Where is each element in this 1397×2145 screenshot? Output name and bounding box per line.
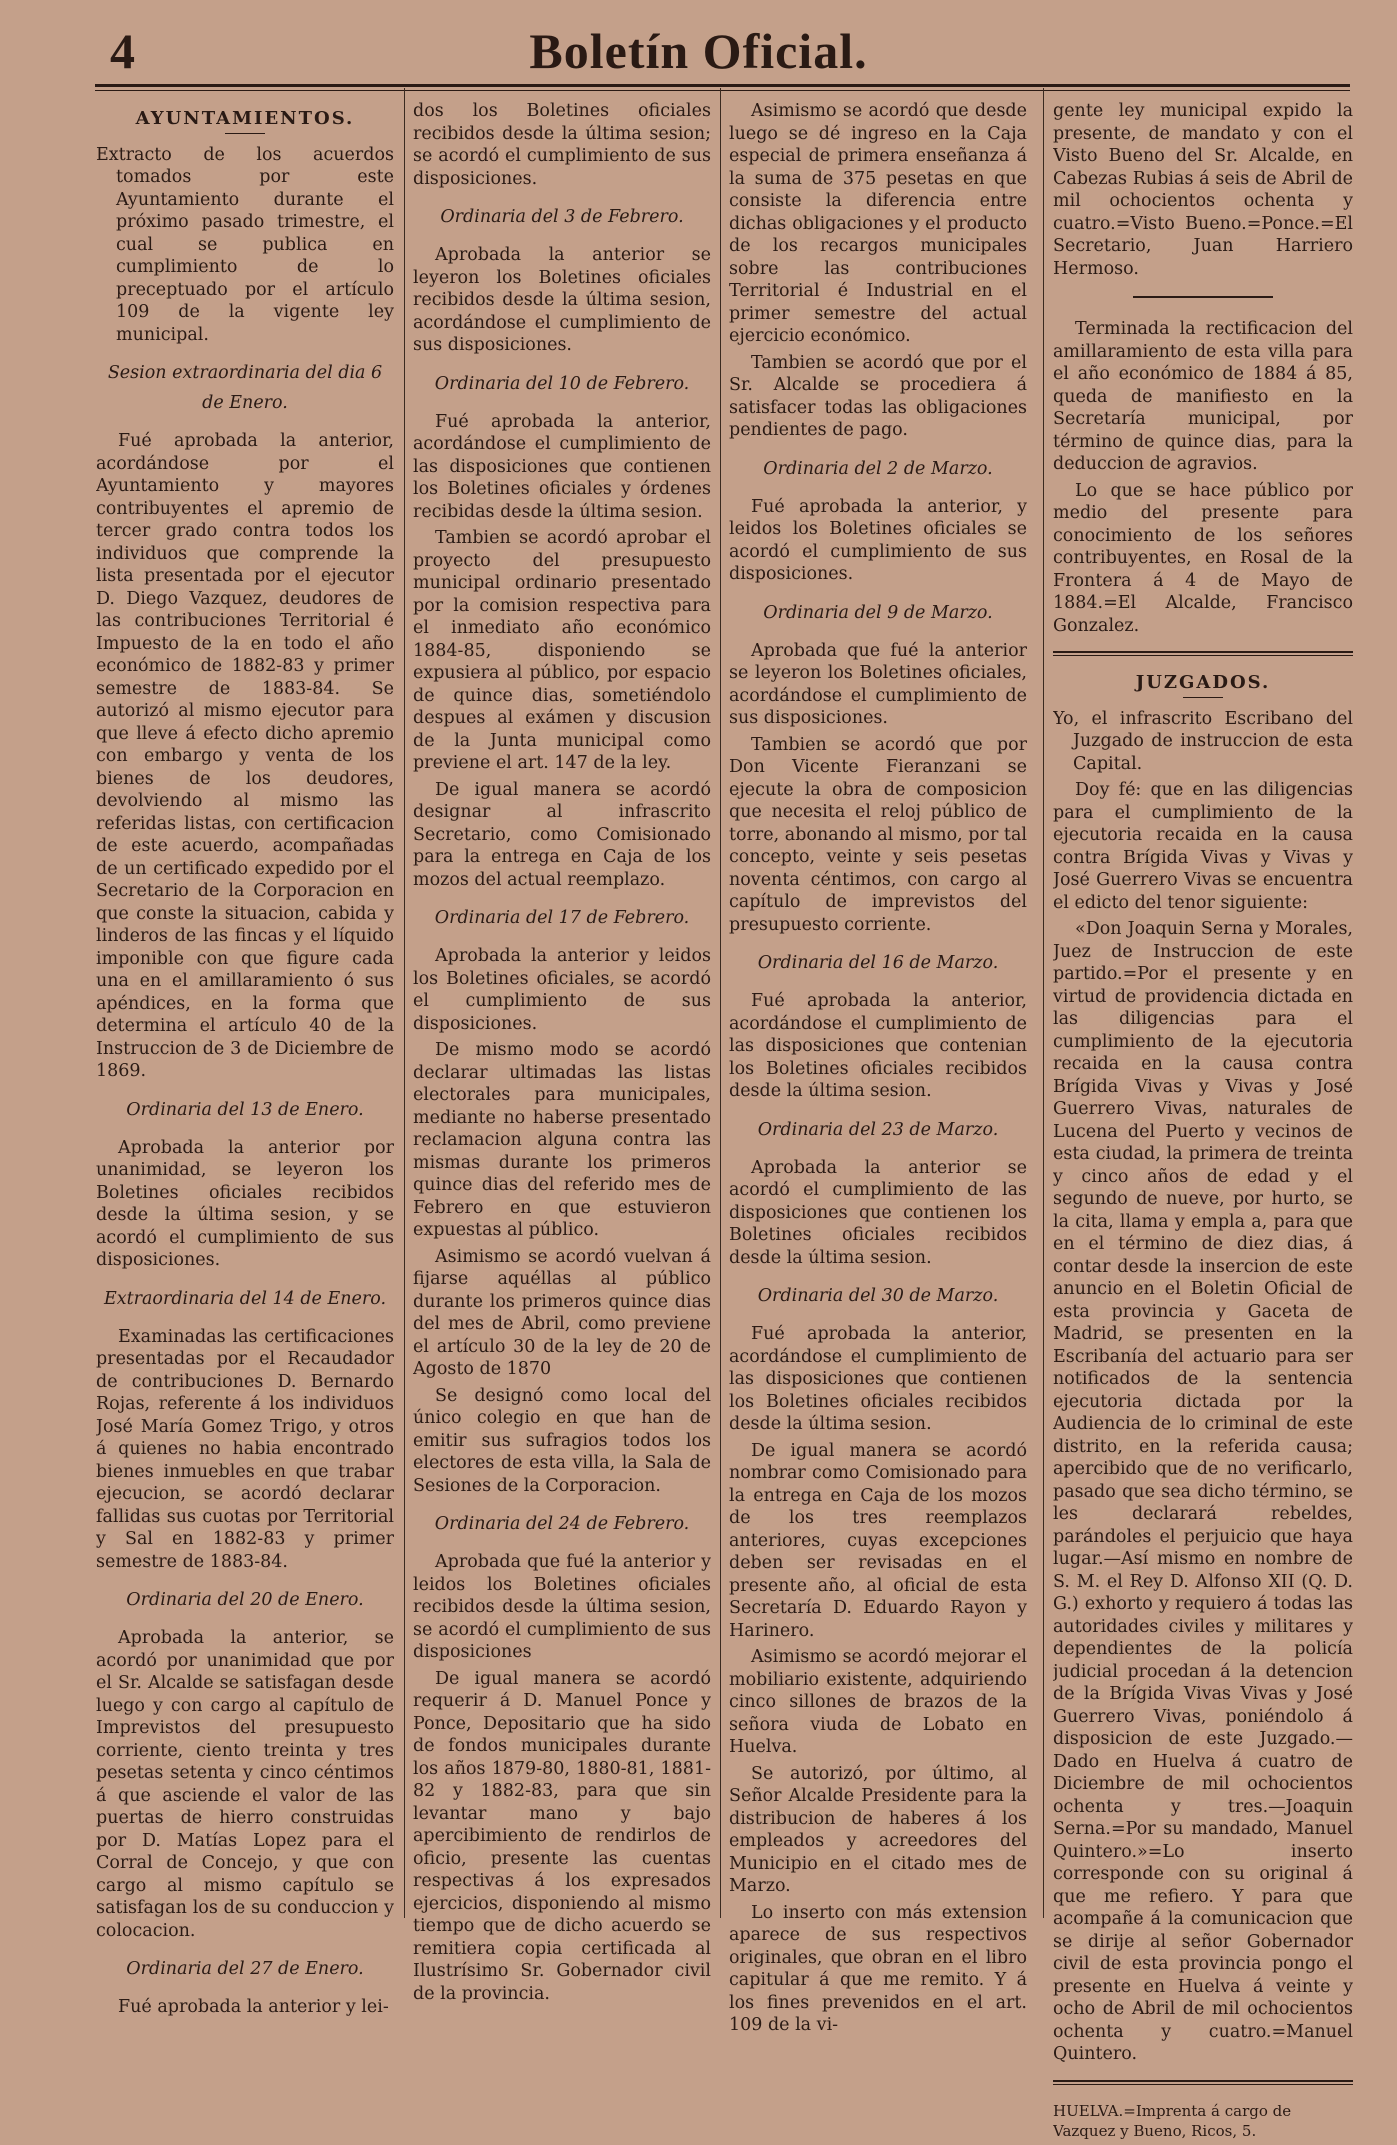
- session-heading: Ordinaria del 30 de Marzo.: [757, 1286, 999, 1306]
- column-3: [729, 100, 1027, 2041]
- session-heading: Ordinaria del 9 de Marzo.: [763, 602, 993, 623]
- paragraph: Aprobada la anterior se acordó el cumplimiento de las disposiciones que contienen los Boletines oficiales recibidos desde la última sesion.: [729, 1157, 1027, 1268]
- paragraph: Aprobada la anterior por unanimidad, se leyeron los Boletines oficiales recibidos desde la última sesion, y se acordó el cumplimiento de sus disposiciones.: [96, 1137, 394, 1270]
- paragraph: «Don Joaquin Serna y Morales, Juez de Instruccion de este partido.=Por el presente y en virtud de providencia dictada en las diligencias para el cumplimiento de la ejecutoria recaida en la causa contra Brígida Vivas y Vivas y José Guerrero Vivas, naturales de Lucena del Puerto y vecinos de esta ciudad, la primera de treinta y cinco años de edad y el segundo de nueve, por hurto, se la cita, llama y empla a, para que en el término de diez dias, á contar desde la insercion de este anuncio en el Boletin Oficial de esta provincia y Gaceta de Madrid, se presenten en la Escribanía del actuario para ser notificados de la sentencia ejecutoria dictada por la Audiencia de lo criminal de este distrito, en la referida causa; apercibido que de no verificarlo, pasado que sea dicho término, se les declarará rebeldes, parándoles el perjuicio que haya lugar.—Así mismo en nombre de S. M. el Rey D. Alfonso XII (Q. D. G.) exhorto y requiero á todas las autoridades civiles y militares y dependientes de la policía judicial procedan á la detencion de la Brígida Vivas Vivas y José Guerrero Vivas, poniéndolo á disposicion de este Juzgado.—Dado en Huelva á cuatro de Diciembre de mil ochocientos ochenta y tres.—Joaquin Serna.=Por su mandado, Manuel Quintero.»=Lo inserto corresponde con su original á que me refiero. Y para que acompañe á la comunicacion que se dirije al señor Gobernador civil de esta provincia pongo el presente en Huelva á veinte y ocho de Abril de mil ochocientos ochenta y cuatro.=Manuel Quintero.: [1053, 919, 1353, 2064]
- paragraph: Aprobada que fué la anterior y leidos los Boletines oficiales recibidos desde la última sesion, se acordó el cumplimiento de sus disposiciones: [413, 1552, 711, 1662]
- session-heading: Ordinaria del 13 de Enero.: [126, 1099, 364, 1120]
- session-heading: Ordinaria del 27 de Enero.: [126, 1959, 364, 1979]
- paragraph: Asimismo se acordó que desde luego se dé ingreso en la Caja especial de primera enseñanza á la suma de 375 pesetas en que consiste la diferencia entre dichas obligaciones y el producto de los recargos municipales sobre las contribuciones Territorial é Industrial en el primer semestre del actual ejercicio económico.: [729, 101, 1027, 346]
- paragraph: Tambien se acordó que por el Sr. Alcalde se procediera á satisfacer todas las obligaciones pendientes de pago.: [729, 352, 1027, 440]
- paragraph: De igual manera se acordó requerir á D. Manuel Ponce y Ponce, Depositario que ha sido de fondos municipales durante los años 1879-80, 1880-81, 1881-82 y 1882-83, para que sin levantar mano y bajo apercibimiento de rendirlos de oficio, presente las cuentas respectivas á los expresados ejercicios, disponiendo al mismo tiempo que de dicho acuerdo se remitiera copia certificada al Ilustrísimo Sr. Gobernador civil de la provincia.: [413, 1668, 711, 2004]
- paragraph: gente ley municipal expido la presente, de mandato y con el Visto Bueno del Sr. Alcalde, en Cabezas Rubias á seis de Abril de mil ochocientos ochenta y cuatro.=Visto Bueno.=Ponce.=El Secretario, Juan Harriero Hermoso.: [1053, 101, 1353, 279]
- paragraph: dos los Boletines oficiales recibidos desde la última sesion; se acordó el cumplimiento de sus disposiciones.: [413, 101, 711, 189]
- paragraph: De mismo modo se acordó declarar ultimadas las listas electorales para municipales, mediante no haberse presentado reclamacion alguna contra las mismas durante los primeros quince dias del referido mes de Febrero en que estuvieron expuestas al público.: [413, 1040, 711, 1240]
- session-heading: Ordinaria del 16 de Marzo.: [757, 953, 999, 973]
- column-1: [96, 100, 394, 2023]
- session-heading: Ordinaria del 20 de Enero.: [126, 1590, 364, 1610]
- paragraph: Lo inserto con más extension aparece de sus respectivos originales, que obran en el libro capitular á que me remito. Y á los fines prevenidos en el art. 109 de la vi-: [729, 1902, 1027, 2035]
- paragraph: Fué aprobada la anterior, y leidos los Boletines oficiales se acordó el cumplimiento de sus disposiciones.: [729, 496, 1027, 584]
- session-heading: Ordinaria del 10 de Febrero.: [434, 373, 690, 394]
- paragraph: Fué aprobada la anterior, acordándose el cumplimiento de las disposiciones que contienen los Boletines oficiales y órdenes recibidas desde la última sesion.: [413, 411, 711, 522]
- session-heading: Sesion extraordinaria del dia 6 de Enero.: [107, 363, 383, 413]
- title-dash: [1183, 697, 1223, 698]
- section-title-ayuntamientos: AYUNTAMIENTOS.: [135, 108, 355, 129]
- session-heading: Ordinaria del 2 de Marzo.: [763, 458, 993, 479]
- paragraph: Doy fé: que en las diligencias para el cumplimiento de la ejecutoria recaida en la causa contra Brígida Vivas y Vivas y José Guerrero Vivas se encuentra el edicto del tenor siguiente:: [1053, 780, 1353, 913]
- separator-rule: [1133, 296, 1273, 298]
- paragraph: Aprobada la anterior, se acordó por unanimidad que por el Sr. Alcalde se satisfagan desde luego y con cargo al capítulo de Imprevistos del presupuesto corriente, ciento treinta y tres pesetas setenta y cinco céntimos á que asciende el valor de las puertas de hierro construidas por D. Matías Lopez para el Corral de Concejo, y que con cargo al mismo capítulo se satisfagan los de su conduccion y colocacion.: [96, 1628, 394, 1941]
- title-dash: [225, 133, 265, 134]
- paragraph: Terminada la rectificacion del amillaramiento de esta villa para el año económico de 1884 á 85, queda de manifiesto en la Secretaría municipal, por término de quince dias, para la deduccion de agravios.: [1053, 319, 1353, 474]
- paragraph: Se designó como local del único colegio en que han de emitir sus sufragios todos los electores de esta villa, la Sala de Sesiones de la Corporacion.: [413, 1385, 711, 1496]
- paragraph: Asimismo se acordó mejorar el mobiliario existente, adquiriendo cinco sillones de brazos de la señora viuda de Lobato en Huelva.: [729, 1647, 1027, 1757]
- session-heading: Ordinaria del 24 de Febrero.: [434, 1514, 690, 1534]
- column-divider: [404, 88, 405, 1918]
- paragraph: Lo que se hace público por medio del presente para conocimiento de los señores contribuyentes, en Rosal de la Frontera á 4 de Mayo de 1884.=El Alcalde, Francisco Gonzalez.: [1053, 480, 1353, 636]
- section-title-juzgados: JUZGADOS.: [1135, 672, 1271, 693]
- paragraph: De igual manera se acordó nombrar como Comisionado para la entrega en Caja de los mozos de los tres reemplazos anteriores, cuyas excepciones deben ser revisadas en el presente año, al oficial de esta Secretaría D. Eduardo Rayon y Harinero.: [729, 1440, 1027, 1641]
- paragraph: Fué aprobada la anterior, acordándose por el Ayuntamiento y mayores contribuyentes el apremio de tercer grado contra todos los individuos que comprende la lista presentada por el ejecutor D. Diego Vazquez, deudores de las contribuciones Territorial é Impuesto de la en todo el año económico de 1882-83 y primer semestre de 1883-84. Se autorizó al mismo ejecutor para que lleve á efecto dicho apremio con embargo y venta de los bienes de los deudores, devolviendo al mismo las referidas listas, con certificacion de este acuerdo, acompañadas de un certificado expedido por el Secretario de la Corporacion en que conste la situacion, cabida y linderos de las fincas y el líquido imponible con que figure cada una en el amillaramiento ó sus apéndices, en la forma que determina el artículo 40 de la Instruccion de 3 de Diciembre de 1869.: [96, 431, 394, 1081]
- session-heading: Ordinaria del 23 de Marzo.: [757, 1119, 999, 1140]
- intro-paragraph: Extracto de los acuerdos tomados por este Ayuntamiento durante el próximo pasado trimestre, el cual se publica en cumplimiento de lo preceptuado por el artículo 109 de la vigente ley municipal.: [96, 144, 394, 345]
- paragraph: Fué aprobada la anterior, acordándose el cumplimiento de las disposiciones que contenian los Boletines oficiales recibidos desde la última sesion.: [729, 991, 1027, 1101]
- paragraph: Aprobada que fué la anterior se leyeron los Boletines oficiales, acordándose el cumplimiento de sus disposiciones.: [729, 640, 1027, 728]
- paragraph: Aprobada la anterior se leyeron los Boletines oficiales recibidos desde la última sesion, acordándose el cumplimiento de sus disposiciones.: [413, 245, 711, 355]
- column-divider: [1043, 88, 1044, 1918]
- column-4: [1053, 100, 1353, 2145]
- paragraph: Fué aprobada la anterior y lei-: [118, 1997, 389, 2017]
- paragraph: Tambien se acordó aprobar el proyecto del presupuesto municipal ordinario presentado por la comision respectiva para el inmediato año económico 1884-85, disponiendo se expusiera al público, por espacio de quince dias, sometiéndolo despues al exámen y discusion de la Junta municipal como previene el art. 147 de la ley.: [413, 528, 711, 773]
- double-rule: [1053, 2080, 1353, 2085]
- session-heading: Ordinaria del 17 de Febrero.: [434, 908, 690, 928]
- masthead-title: Boletín Oficial.: [529, 23, 868, 79]
- paragraph: Tambien se acordó que por Don Vicente Fieranzani se ejecute la obra de composicion que necesita el reloj público de torre, abonando al mismo, por tal concepto, veinte y seis pesetas noventa céntimos, con cargo al capítulo de imprevistos del presupuesto corriente.: [729, 734, 1027, 935]
- paragraph: Aprobada la anterior y leidos los Boletines oficiales, se acordó el cumplimiento de sus disposiciones.: [413, 946, 711, 1034]
- double-rule: [1053, 651, 1353, 656]
- paragraph: Asimismo se acordó vuelvan á fijarse aquéllas al público durante los primeros quince dias del mes de Abril, como previene el artículo 30 de la ley de 20 de Agosto de 1870: [413, 1246, 711, 1379]
- paragraph: De igual manera se acordó designar al infrascrito Secretario, como Comisionado para la entrega en Caja de los mozos del actual reemplazo.: [413, 779, 711, 890]
- session-heading: Ordinaria del 3 de Febrero.: [440, 207, 684, 227]
- column-divider: [720, 88, 721, 1918]
- session-heading: Extraordinaria del 14 de Enero.: [103, 1288, 387, 1309]
- column-2: [413, 100, 711, 2009]
- header-rule: [95, 84, 1350, 91]
- page-number: 4: [110, 23, 135, 79]
- imprint: HUELVA.=Imprenta á cargo de Vazquez y Bueno, Ricos, 5.: [1053, 2101, 1292, 2140]
- paragraph: Fué aprobada la anterior, acordándose el cumplimiento de las disposiciones que contienen los Boletines oficiales recibidos desde la última sesion.: [729, 1324, 1027, 1434]
- paragraph: Examinadas las certificaciones presentadas por el Recaudador de contribuciones D. Bernardo Rojas, referente á los individuos José María Gomez Trigo, y otros á quienes no habia encontrado bienes inmuebles en que trabar ejecucion, se acordó declarar fallidas sus cuotas por Territorial y Sal en 1882-83 y primer semestre de 1883-84.: [96, 1326, 394, 1572]
- paragraph: Se autorizó, por último, al Señor Alcalde Presidente para la distribucion de haberes á los empleados y acreedores del Municipio en el citado mes de Marzo.: [729, 1763, 1027, 1896]
- paragraph: Yo, el infrascrito Escribano del Juzgado de instruccion de esta Capital.: [1053, 708, 1353, 774]
